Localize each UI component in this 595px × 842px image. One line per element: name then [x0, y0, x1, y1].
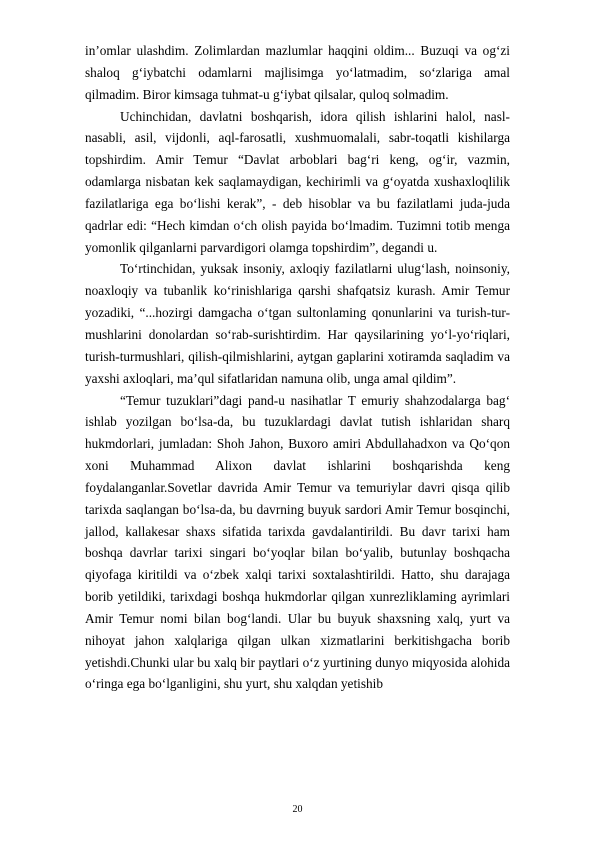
page-number: 20 — [292, 804, 303, 815]
paragraph-temur-tuzuklari: “Temur tuzuklari”dagi pand-u nasihatlar T emuriy shahzodalarga bag‘ ishlab yozilgan bo‘lsa-da, bu tuzuklardagi davlat tutish ishlaridan sharq hukmdorlari, jumladan: Shoh Jahon, Buxoro amiri Abdullahadxon va Qo‘qon xoni Muhammad Alixon davlat ishlarini boshqarishda keng foydalanganlar.Sovetlar davrida Amir Temur va temuriylar davri qisqa qilib tarixda saqlangan bo‘lsa-da, bu davrning buyuk sardori Amir Temur bosqinchi, jallod, kallakesar shaxs sifatida tarixda gavdalantirildi. Bu davr tarixi ham boshqa davrlar tarixi singari bo‘yoqlar bilan bo‘yalib, butunlay boshqacha qiyofaga kiritildi va o‘zbek xalqi tarixi soxtalashtirildi. Hatto, shu darajaga borib yetildiki, tarixdagi boshqa hukmdorlar qilgan xunrezliklaming ayrimlari Amir Temur nomi bilan bog‘landi. Ular bu buyuk shaxsning xalq, yurt va nihoyat jahon xalqlariga qilgan ulkan xizmatlarini berkitishgacha borib yetishdi.Chunki ular bu xalq bir paytlari o‘z yurtining dunyo miqyosida alohida o‘ringa ega bo‘lganligini, shu yurt, shu xalqdan yetishib — [85, 392, 510, 692]
paragraph-continuation: in’omlar ulashdim. Zolimlardan mazlumlar haqqini oldim... Buzuqi va og‘zi shaloq g‘iybatchi odamlarni majlisimga yo‘latmadim, so‘zlariga amal qilmadim. Biror kimsaga tuhmat-u g‘iybat qilsalar, quloq solmadim. — [85, 43, 510, 102]
paragraph-fourth-principle: To‘rtinchidan, yuksak insoniy, axloqiy fazilatlarni ulug‘lash, noinsoniy, noaxloqiy va tubanlik ko‘rinishlariga qarshi shafqatsiz kurash. Amir Temur yozadiki, “...hozirgi damgacha o‘tgan sultonlaming qonunlarini va turish-tur-mushlarini donolardan so‘rab-surishtirdim. Har qaysilarining yo‘l-yo‘riqlari, turish-turmushlari, qilish-qilmishlarini, aytgan gaplarini xotiramda saqladim va yaxshi axloqlari, ma’qul sifatlaridan namuna olib, unga amal qildim”. — [85, 261, 510, 386]
paragraph-third-principle: Uchinchidan, davlatni boshqarish, idora qilish ishlarini halol, nasl-nasabli, asil, vijdonli, aql-farosatli, xushmuomalali, sabr-toqatli kishilarga topshirdim. Amir Temur “Davlat arboblari bag‘ri keng, og‘ir, vazmin, odamlarga nisbatan kek saqlamaydigan, kechirimli va g‘oyatda xushaxloqlilik fazilatlariga ega bo‘lishi kerak”, - deb hisoblar va bu fazilatlami juda-juda qadrlar edi: “Hech kimdan o‘ch olish payida bo‘lmadim. Tuzimni totib menga yomonlik qilganlarni parvardigori olamga topshirdim”, degandi u. — [85, 108, 510, 255]
body-text — [85, 40, 510, 695]
